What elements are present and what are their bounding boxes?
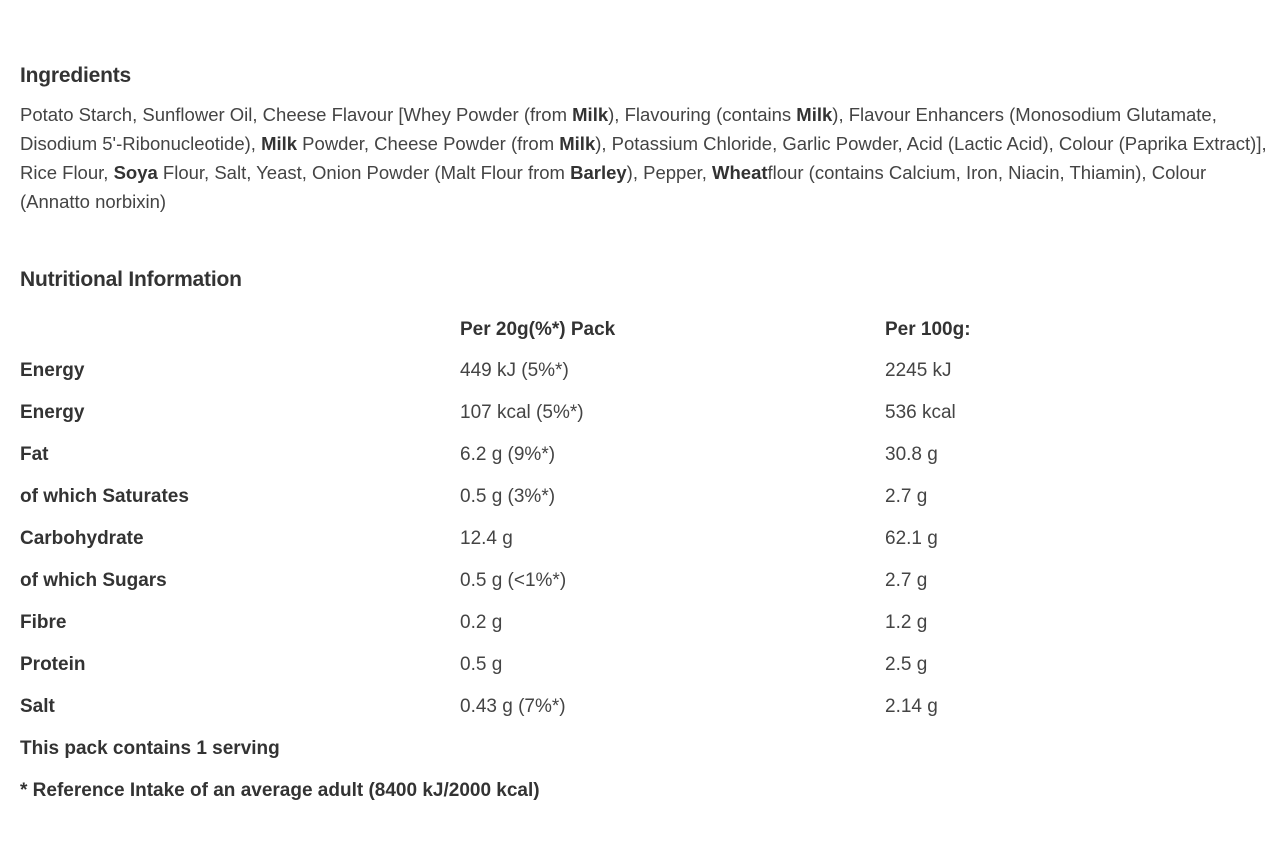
- ingredient-text-segment: ), Pepper,: [626, 162, 713, 183]
- nutrition-row: [20, 392, 1080, 434]
- nutrient-name: Carbohydrate: [20, 528, 144, 549]
- per-100g-value: 2.7 g: [885, 570, 928, 591]
- nutrient-name: Energy: [20, 360, 85, 381]
- ingredient-text-segment: flour (contains Calcium, Iron, Niacin, Thiamin), Colour (Annatto norbixin): [20, 162, 1207, 212]
- allergen-highlight: Wheat: [712, 162, 768, 183]
- per-100g-value: 1.2 g: [885, 612, 928, 633]
- servings-note: This pack contains 1 serving: [20, 738, 280, 759]
- nutrition-row: [20, 602, 1080, 644]
- nutrient-name: of which Sugars: [20, 570, 167, 591]
- ingredient-text-segment: ), Potassium Chloride, Garlic Powder, Acid (Lactic Acid), Colour (Paprika Extract)], Rice Flour,: [20, 133, 1267, 183]
- reference-note: * Reference Intake of an average adult (8400 kJ/2000 kcal): [20, 780, 540, 801]
- per-pack-value: 0.5 g (<1%*): [460, 570, 567, 591]
- ingredient-text-segment: Flour, Salt, Yeast, Onion Powder (Malt Flour from: [157, 162, 571, 183]
- nutrition-heading: Nutritional Information: [20, 268, 242, 291]
- per-pack-value: 6.2 g (9%*): [460, 444, 556, 465]
- per-100g-value: 2245 kJ: [885, 360, 952, 381]
- per-pack-value: 107 kcal (5%*): [460, 402, 584, 423]
- ingredient-text-segment: ), Flavouring (contains: [608, 104, 797, 125]
- nutrition-row: [20, 560, 1080, 602]
- per-100g-value: 62.1 g: [885, 528, 938, 549]
- allergen-highlight: Soya: [113, 162, 158, 183]
- product-info-page: [20, 64, 1270, 812]
- ingredient-text-segment: ), Flavour Enhancers (Monosodium Glutamate, Disodium 5'-Ribonucleotide),: [20, 104, 1217, 154]
- nutrition-row: [20, 434, 1080, 476]
- per-pack-value: 0.5 g: [460, 654, 503, 675]
- nutrition-row: [20, 644, 1080, 686]
- nutrient-name: Energy: [20, 402, 85, 423]
- header-per-100g: Per 100g:: [885, 319, 971, 340]
- per-pack-value: 0.5 g (3%*): [460, 486, 556, 507]
- per-pack-value: 0.43 g (7%*): [460, 696, 566, 717]
- ingredients-heading: Ingredients: [20, 64, 131, 87]
- header-per-pack: Per 20g(%*) Pack: [460, 319, 616, 340]
- ingredients-text: [20, 100, 1270, 216]
- per-pack-value: 12.4 g: [460, 528, 513, 549]
- nutrition-row: [20, 350, 1080, 392]
- nutrient-name: Fibre: [20, 612, 67, 633]
- header-nutrient: [20, 310, 460, 350]
- per-100g-value: 2.7 g: [885, 486, 928, 507]
- nutrient-name: Fat: [20, 444, 49, 465]
- allergen-highlight: Milk: [572, 104, 609, 125]
- allergen-highlight: Milk: [559, 133, 596, 154]
- per-100g-value: 2.5 g: [885, 654, 928, 675]
- allergen-highlight: Barley: [570, 162, 627, 183]
- nutrition-row: [20, 686, 1080, 728]
- nutrition-row: [20, 476, 1080, 518]
- per-100g-value: 536 kcal: [885, 402, 956, 423]
- nutrient-name: of which Saturates: [20, 486, 189, 507]
- ingredient-text-segment: Potato Starch, Sunflower Oil, Cheese Flavour [Whey Powder (from: [20, 104, 573, 125]
- nutrition-rows: [20, 350, 1080, 728]
- per-100g-value: 2.14 g: [885, 696, 938, 717]
- per-pack-value: 449 kJ (5%*): [460, 360, 569, 381]
- nutrient-name: Salt: [20, 696, 55, 717]
- per-100g-value: 30.8 g: [885, 444, 938, 465]
- allergen-highlight: Milk: [261, 133, 298, 154]
- nutrition-row: [20, 518, 1080, 560]
- per-pack-value: 0.2 g: [460, 612, 503, 633]
- nutrition-table: [20, 310, 1080, 728]
- nutrient-name: Protein: [20, 654, 86, 675]
- nutrition-header-row: [20, 310, 1080, 350]
- allergen-highlight: Milk: [796, 104, 833, 125]
- ingredient-text-segment: Powder, Cheese Powder (from: [297, 133, 560, 154]
